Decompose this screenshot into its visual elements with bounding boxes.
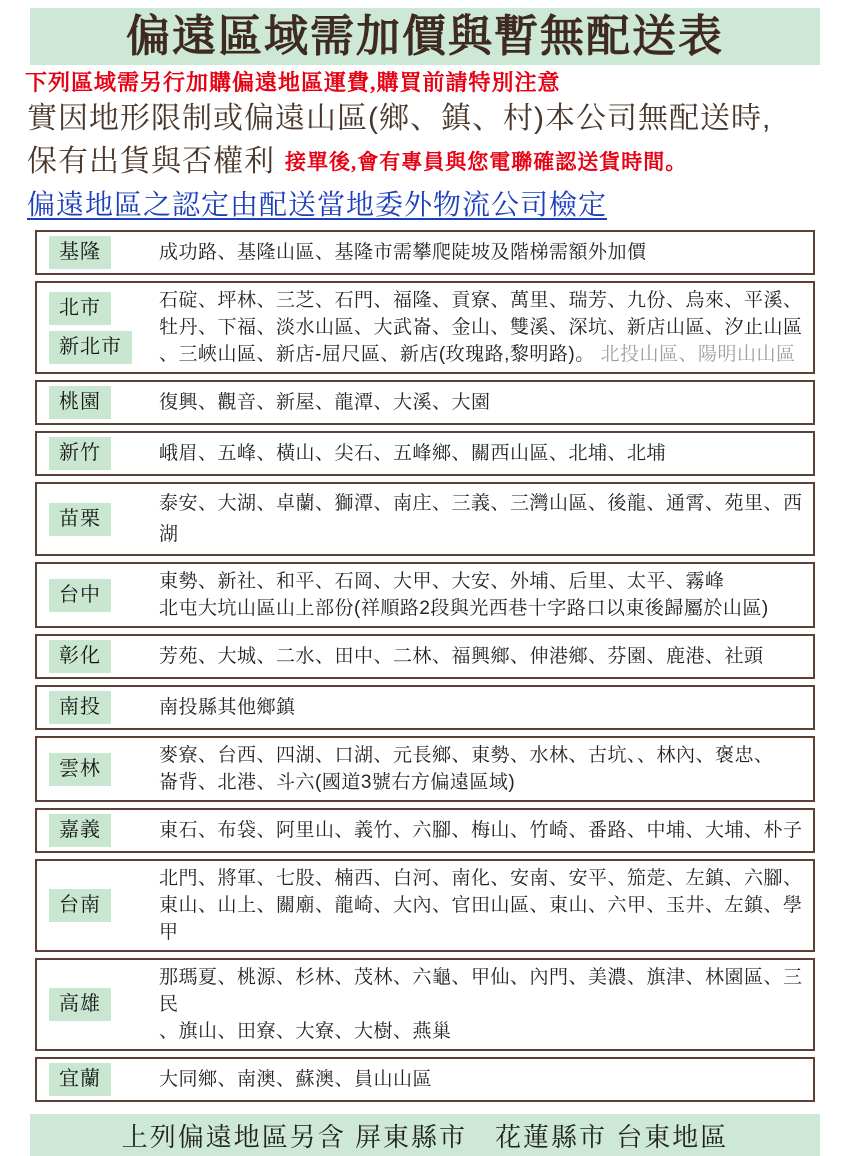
region-areas-line: 那瑪夏、桃源、杉林、茂林、六龜、甲仙、內門、美濃、旗津、林園區、三民 <box>159 967 803 1015</box>
region-label-chip: 南投 <box>49 691 111 724</box>
region-label-chip: 基隆 <box>49 236 111 269</box>
policy-line-logistics: 偏遠地區之認定由配送當地委外物流公司檢定 <box>27 189 608 220</box>
region-areas-line: 北門、將軍、七股、楠西、白河、南化、安南、安平、笳萣、左鎮、六腳、 <box>159 868 803 889</box>
table-row-taipei-newtaipei <box>35 281 815 374</box>
region-label-chip: 新竹 <box>49 437 111 470</box>
region-areas-line: 東石、布袋、阿里山、義竹、六腳、梅山、竹崎、番路、中埔、大埔、朴子 <box>159 820 803 841</box>
page-title: 偏遠區域需加價與暫無配送表 <box>126 11 724 61</box>
region-areas-line: 麥寮、台西、四湖、口湖、元長鄉、東勢、水林、古坑、、林內、褒忠、 <box>159 745 774 766</box>
region-label-chip: 高雄 <box>49 988 111 1021</box>
table-row-hsinchu <box>35 431 815 476</box>
region-areas-line: 復興、觀音、新屋、龍潭、大溪、大園 <box>159 392 491 413</box>
region-areas <box>159 568 805 622</box>
region-label-group <box>47 889 145 922</box>
region-areas-line: 芳苑、大城、二水、田中、二林、福興鄉、伸港鄉、芬園、鹿港、社頭 <box>159 646 764 667</box>
region-label-chip: 台中 <box>49 579 111 612</box>
region-label-chip: 北市 <box>49 292 111 325</box>
region-areas-line: 東勢、新社、和平、石岡、大甲、大安、外埔、后里、太平、霧峰 <box>159 571 725 592</box>
region-areas <box>159 815 805 846</box>
region-areas-line: 石碇、坪林、三芝、石門、福隆、貢寮、萬里、瑞芳、九份、烏來、平溪、 <box>159 290 803 311</box>
region-label-group <box>47 691 145 724</box>
region-label-group <box>47 814 145 847</box>
region-areas-text: 、三峽山區、新店-屈尺區、新店(玫瑰路,黎明路)。 <box>159 344 595 365</box>
region-areas-line: 大同鄉、南澳、蘇澳、員山山區 <box>159 1069 433 1090</box>
muted-areas: 北投山區、陽明山山區 <box>600 344 796 365</box>
policy-line-terrain: 實因地形限制或偏遠山區(鄉、鎮、村)本公司無配送時, <box>27 102 772 135</box>
region-label-chip: 彰化 <box>49 640 111 673</box>
table-row-tainan <box>35 859 815 952</box>
region-areas <box>159 865 805 946</box>
table-row-miaoli <box>35 482 815 556</box>
table-row-taichung <box>35 562 815 628</box>
table-row-keelung <box>35 230 815 275</box>
policy-line-shipping-right <box>27 140 850 184</box>
region-areas <box>159 287 805 368</box>
region-areas-line: 成功路、基隆山區、基隆市需攀爬陡坡及階梯需額外加價 <box>159 242 647 263</box>
region-label-chip: 台南 <box>49 889 111 922</box>
table-row-yunlin <box>35 736 815 802</box>
region-areas-line: 、旗山、田寮、大寮、大樹、燕巢 <box>159 1021 452 1042</box>
region-areas-line: 南投縣其他鄉鎮 <box>159 697 296 718</box>
region-areas <box>159 488 805 550</box>
region-areas <box>159 438 805 469</box>
region-label-group <box>47 753 145 786</box>
region-label-group <box>47 386 145 419</box>
region-areas <box>159 387 805 418</box>
policy-line-shipping-right-text: 保有出貨與否權利 <box>27 145 275 178</box>
footer-banner <box>30 1114 820 1156</box>
region-areas-line: 峨眉、五峰、橫山、尖石、五峰鄉、關西山區、北埔、北埔 <box>159 443 667 464</box>
region-label-group <box>47 437 145 470</box>
region-label-group <box>47 988 145 1021</box>
region-label-group <box>47 640 145 673</box>
region-label-group <box>47 503 145 536</box>
region-label-group <box>47 236 145 269</box>
table-row-changhua <box>35 634 815 679</box>
region-label-chip: 嘉義 <box>49 814 111 847</box>
footer-note: 上列偏遠地區另含 屏東縣市 花蓮縣市 台東地區 <box>121 1121 729 1152</box>
region-label-group <box>47 1063 145 1096</box>
region-areas-line: 崙背、北港、斗六(國道3號右方偏遠區域) <box>159 772 516 793</box>
title-banner <box>30 8 820 65</box>
region-label-chip: 新北市 <box>49 331 132 364</box>
table-row-yilan <box>35 1057 815 1102</box>
region-areas-line: 牡丹、下福、淡水山區、大武崙、金山、雙溪、深坑、新店山區、汐止山區 <box>159 317 803 338</box>
region-areas <box>159 641 805 672</box>
table-row-taoyuan <box>35 380 815 425</box>
region-label-group <box>47 579 145 612</box>
region-areas <box>159 742 805 796</box>
region-areas-line: 泰安、大湖、卓蘭、獅潭、南庄、三義、三灣山區、後龍、通霄、苑里、西湖 <box>159 493 803 545</box>
table-row-kaohsiung <box>35 958 815 1051</box>
surcharge-warning-text: 下列區域需另行加購偏遠地區運費,購買前請特別注意 <box>25 70 561 95</box>
region-label-chip: 桃園 <box>49 386 111 419</box>
region-label-chip: 雲林 <box>49 753 111 786</box>
region-areas-line <box>159 341 805 368</box>
remote-area-table <box>35 230 815 1102</box>
region-areas <box>159 1064 805 1095</box>
region-label-group <box>47 292 145 364</box>
region-areas <box>159 692 805 723</box>
region-areas <box>159 964 805 1045</box>
region-areas-line: 東山、山上、關廟、龍崎、大內、官田山區、東山、六甲、玉井、左鎮、學甲 <box>159 895 803 943</box>
confirm-call-note: 接單後,會有專員與您電聯確認送貨時間。 <box>285 150 688 174</box>
table-row-chiayi <box>35 808 815 853</box>
region-areas <box>159 237 805 268</box>
table-row-nantou <box>35 685 815 730</box>
region-areas-line: 北屯大坑山區山上部份(祥順路2段與光西巷十字路口以東後歸屬於山區) <box>159 598 769 619</box>
region-label-chip: 苗栗 <box>49 503 111 536</box>
region-label-chip: 宜蘭 <box>49 1063 111 1096</box>
